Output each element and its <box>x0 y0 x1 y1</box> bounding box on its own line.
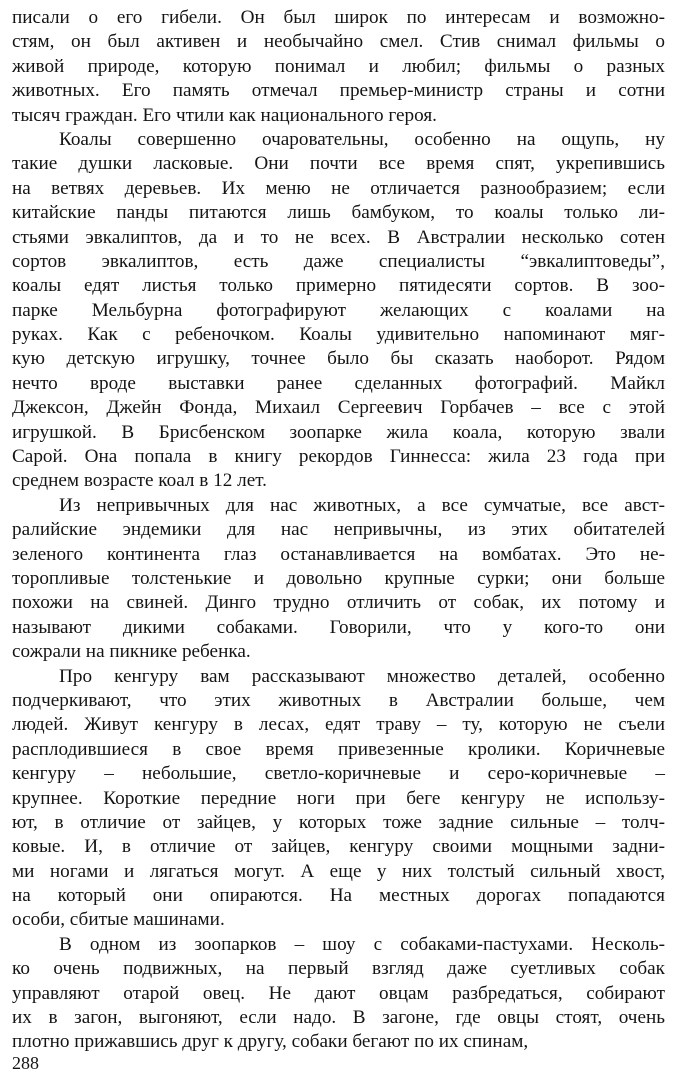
text-line: подчеркивают, что этих животных в Австралии больше, чем <box>12 689 665 711</box>
text-line: на который они опираются. На местных дорогах попадаются <box>12 885 665 907</box>
paragraph <box>12 665 665 933</box>
paragraph <box>12 933 665 1055</box>
text-line: В одном из зоопарков – шоу с собаками-пастухами. Несколь- <box>59 933 665 955</box>
text-line: плотно прижавшись друг к другу, собаки бегают по их спинам, <box>12 1031 529 1053</box>
text-line: особи, сбитые машинами. <box>12 909 225 931</box>
text-line: руках. Как с ребеночком. Коалы удивительно напоминают мяг- <box>12 324 665 346</box>
text-line: кенгуру – небольшие, светло-коричневые и серо-коричневые – <box>12 763 665 785</box>
text-line: игрушкой. В Брисбенском зоопарке жила коала, которую звали <box>12 421 665 443</box>
text-line: называют дикими собаками. Говорили, что у кого-то они <box>12 616 665 638</box>
text-line: тысяч граждан. Его чтили как национального героя. <box>12 104 437 126</box>
text-line: похожи на свиней. Динго трудно отличить от собак, их потому и <box>12 592 665 614</box>
text-line: кую детскую игрушку, точнее было бы сказать наоборот. Рядом <box>12 348 665 370</box>
paragraph <box>12 6 665 128</box>
text-line: расплодившиеся в свое время привезенные кролики. Коричневые <box>12 738 665 760</box>
book-page-text <box>12 6 665 1055</box>
text-line: нечто вроде выставки ранее сделанных фотографий. Майкл <box>12 372 665 394</box>
text-line: ковые. И, в отличие от зайцев, кенгуру своими мощными задни- <box>12 836 665 858</box>
text-line: животных. Его память отмечал премьер-министр страны и сотни <box>12 80 665 102</box>
text-line: ко очень подвижных, на первый взгляд даже суетливых собак <box>12 958 665 980</box>
text-line: ми ногами и лягаться могут. А еще у них толстый сильный хвост, <box>12 860 665 882</box>
text-line: ют, в отличие от зайцев, у которых тоже задние сильные – толч- <box>12 811 665 833</box>
page-number: 288 <box>12 1053 39 1073</box>
text-line: управляют отарой овец. Не дают овцам разбредаться, собирают <box>12 982 665 1004</box>
text-line: стьями эвкалиптов, да и то не всех. В Австралии несколько сотен <box>12 226 665 248</box>
text-line: писали о его гибели. Он был широк по интересам и возможно- <box>12 7 665 28</box>
paragraph <box>12 494 665 665</box>
text-line: Коалы совершенно очаровательны, особенно на ощупь, ну <box>59 128 665 150</box>
text-line: крупнее. Короткие передние ноги при беге кенгуру не использу- <box>12 787 665 809</box>
text-line: Сарой. Она попала в книгу рекордов Гиннесса: жила 23 года при <box>12 446 665 468</box>
text-line: коалы едят листья только примерно пятидесяти сортов. В зоо- <box>12 275 665 297</box>
text-line: торопливые толстенькие и довольно крупные сурки; они больше <box>12 567 665 589</box>
text-line: стям, он был активен и необычайно смел. Стив снимал фильмы о <box>12 31 665 53</box>
text-line: живой природе, которую понимал и любил; фильмы о разных <box>12 55 665 77</box>
text-line: их в загон, выгоняют, если надо. В загоне, где овцы стоят, очень <box>12 1007 665 1029</box>
text-line: китайские панды питаются лишь бамбуком, то коалы только ли- <box>12 202 665 224</box>
text-line: людей. Живут кенгуру в лесах, едят траву – ту, которую не съели <box>12 714 665 736</box>
text-line: парке Мельбурна фотографируют желающих с коалами на <box>12 299 665 321</box>
text-line: сортов эвкалиптов, есть даже специалисты “эвкалиптоведы”, <box>12 250 665 272</box>
text-line: Джексон, Джейн Фонда, Михаил Сергеевич Горбачев – все с этой <box>12 397 665 419</box>
text-line: Про кенгуру вам рассказывают множество деталей, особенно <box>59 665 665 687</box>
text-line: сожрали на пикнике ребенка. <box>12 641 251 663</box>
text-line: такие душки ласковые. Они почти все время спят, укрепившись <box>12 153 665 175</box>
text-line: среднем возрасте коал в 12 лет. <box>12 470 267 492</box>
text-line: зеленого континента глаз останавливается на вомбатах. Это не- <box>12 543 665 565</box>
text-line: ралийские эндемики для нас непривычны, из этих обитателей <box>12 519 665 541</box>
paragraph <box>12 128 665 494</box>
text-line: Из непривычных для нас животных, а все сумчатые, все авст- <box>59 494 665 516</box>
text-line: на ветвях деревьев. Их меню не отличается разнообразием; если <box>12 177 665 199</box>
